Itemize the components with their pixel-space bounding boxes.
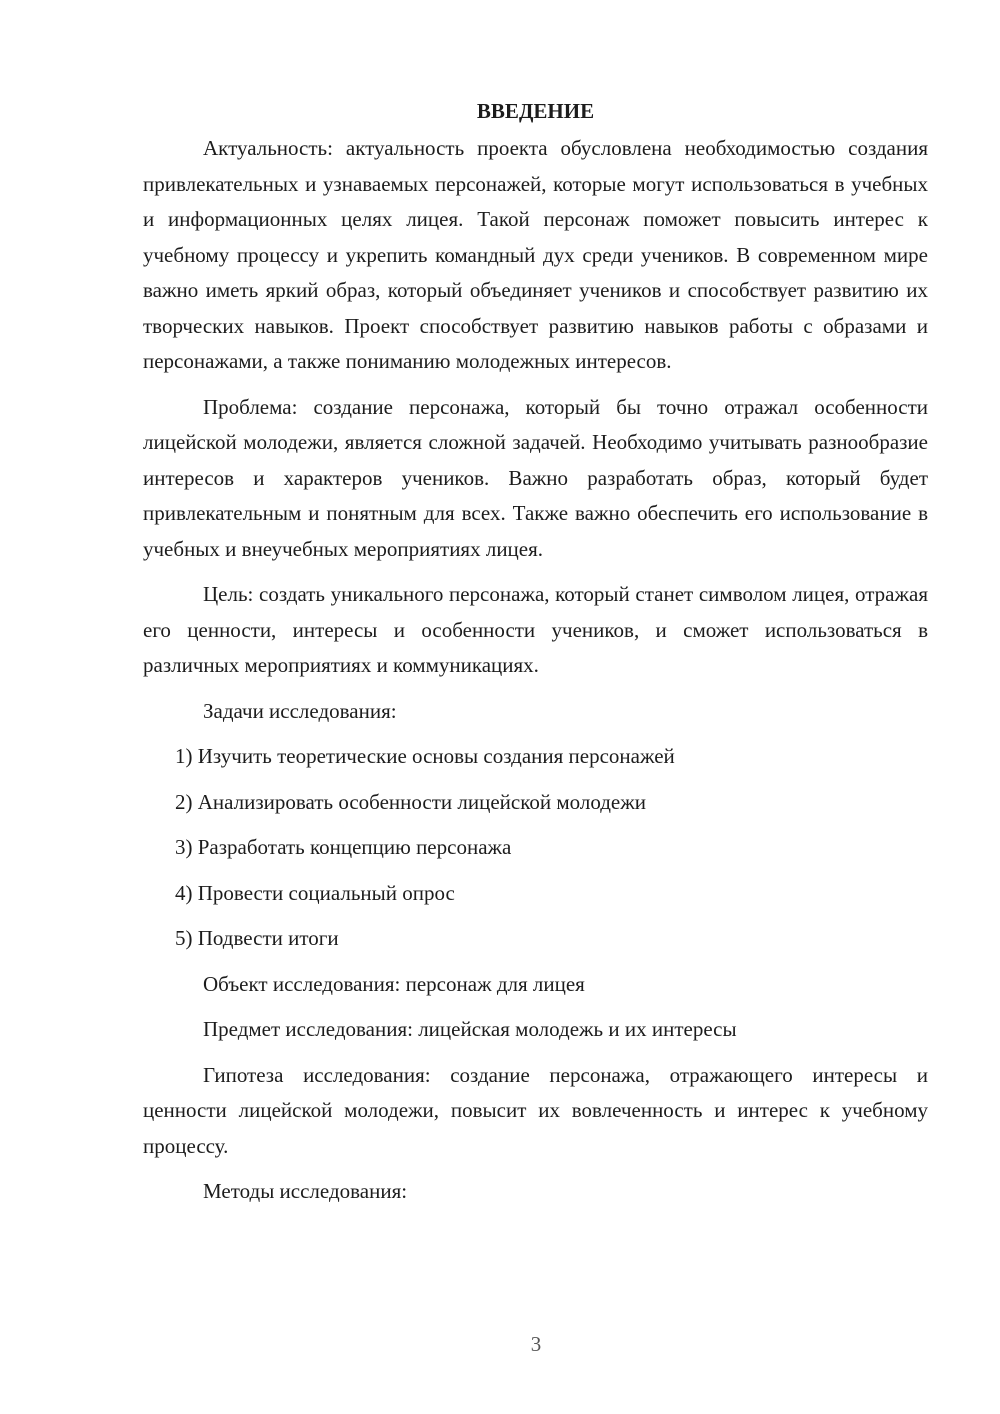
section-title: ВВЕДЕНИЕ <box>476 99 595 123</box>
problem-paragraph: Проблема: создание персонажа, который бы точно отражал особенности лицейской молодежи, является сложной задачей. Необходимо учитывать разнообразие интересов и характеров учеников. Важно разработать образ, который будет привлекательным и понятным для всех. Также важно обеспечить его использование в учебных и внеучебных мероприятиях лицея. <box>143 394 928 561</box>
tasks-heading: Задачи исследования: <box>203 698 397 723</box>
object-line: Объект исследования: персонаж для лицея <box>203 971 585 996</box>
task-item: 2) Анализировать особенности лицейской молодежи <box>175 789 646 814</box>
task-item: 3) Разработать концепцию персонажа <box>175 835 512 859</box>
goal-paragraph: Цель: создать уникального персонажа, который станет символом лицея, отражая его ценности, интересы и особенности учеников, и сможет использоваться в различных мероприятиях и коммуникациях. <box>143 582 928 677</box>
relevance-paragraph: Актуальность: актуальность проекта обусловлена необходимостью создания привлекательных и узнаваемых персонажей, которые могут использоваться в учебных и информационных целях лицея. Такой персонаж поможет повысить интерес к учебному процессу и укрепить командный дух среди учеников. В современном мире важно иметь яркий образ, который объединяет учеников и способствует развитию их творческих навыков. Проект способствует развитию навыков работы с образами и персонажами, а также пониманию молодежных интересов. <box>143 136 928 373</box>
task-item: 5) Подвести итоги <box>175 926 339 950</box>
subject-line: Предмет исследования: лицейская молодежь и их интересы <box>203 1017 737 1041</box>
tasks-list <box>143 739 928 957</box>
page-number: 3 <box>530 1332 542 1356</box>
task-item: 1) Изучить теоретические основы создания персонажей <box>175 744 675 768</box>
hypothesis-paragraph: Гипотеза исследования: создание персонажа, отражающего интересы и ценности лицейской молодежи, повысит их вовлеченность и интерес к учебному процессу. <box>143 1062 928 1158</box>
page-content <box>143 92 928 1220</box>
methods-heading: Методы исследования: <box>203 1179 408 1203</box>
task-item: 4) Провести социальный опрос <box>175 880 455 905</box>
